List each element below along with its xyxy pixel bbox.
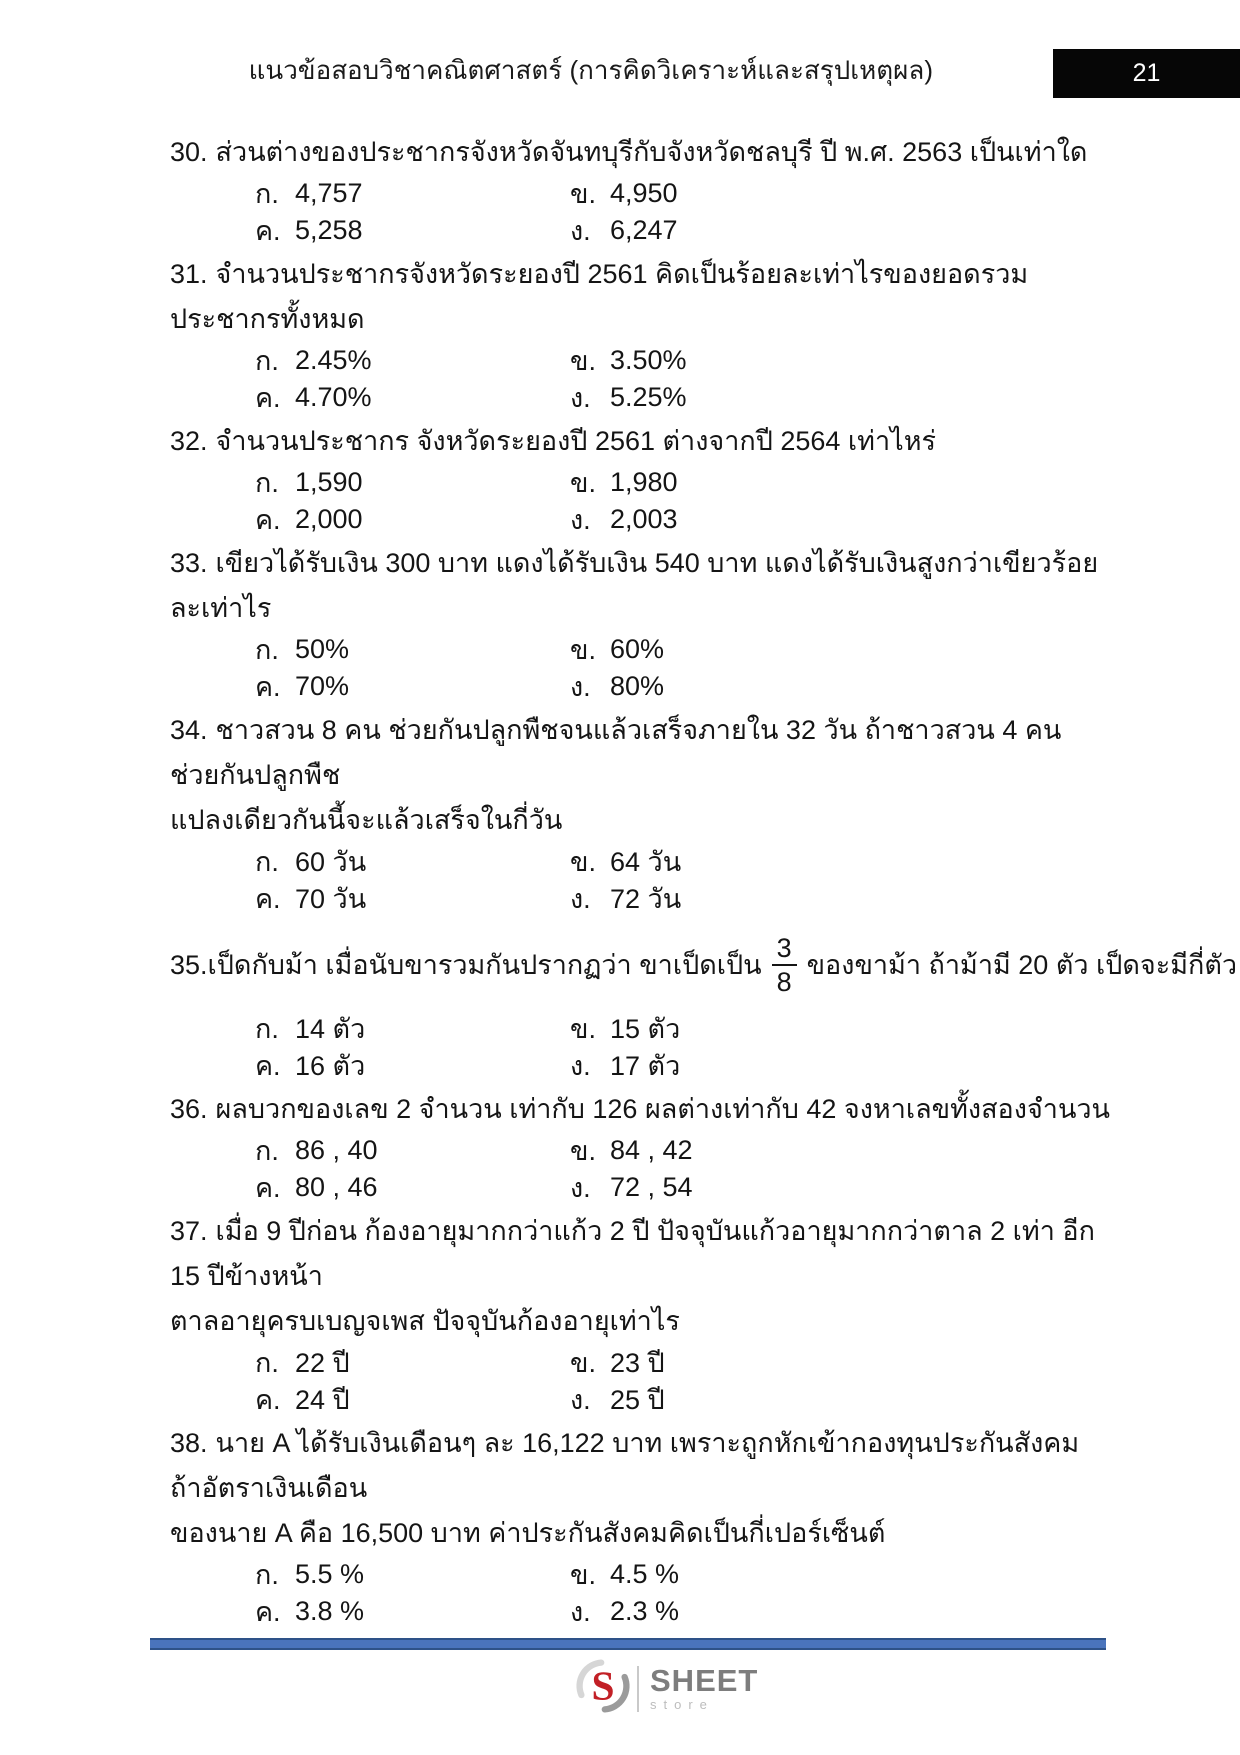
question-text	[170, 920, 1238, 1010]
choice-d	[570, 1378, 665, 1421]
choice-row	[170, 342, 1118, 379]
choice-value: 4.70%	[295, 382, 372, 412]
page-number: 21	[1132, 59, 1161, 87]
choice-value: 22 ปี	[295, 1348, 350, 1378]
sheet-store-s-icon	[576, 1659, 630, 1718]
question-35	[170, 920, 1238, 1084]
choice-value: 16 ตัว	[295, 1051, 366, 1081]
choice-value: 4,950	[610, 178, 678, 208]
choice-row	[170, 1381, 1118, 1418]
choice-label: ก.	[255, 1348, 279, 1378]
choice-label: ก.	[255, 468, 279, 498]
choice-row	[170, 464, 1118, 501]
choice-value: 1,590	[295, 467, 363, 497]
question-38	[170, 1421, 1118, 1630]
choice-value: 64 วัน	[610, 847, 682, 877]
choice-c	[255, 376, 570, 419]
choice-label: ข.	[570, 1348, 596, 1378]
question-text-after-fraction: ของขาม้า ถ้าม้ามี 20 ตัว เป็ดจะมีกี่ตัว	[806, 950, 1238, 980]
choice-value: 24 ปี	[295, 1385, 350, 1415]
choice-value: 70 วัน	[295, 884, 367, 914]
document-header-title: แนวข้อสอบวิชาคณิตศาสตร์ (การคิดวิเคราะห์และสรุปเหตุผล)	[248, 55, 933, 85]
choice-c	[255, 1166, 570, 1209]
choice-row	[170, 501, 1118, 538]
choice-row	[170, 175, 1118, 212]
choice-value: 4,757	[295, 178, 363, 208]
choice-row	[170, 1010, 1118, 1047]
choice-label: ง.	[570, 1051, 591, 1081]
question-number: 32.	[170, 426, 208, 456]
choice-row	[170, 631, 1118, 668]
question-number: 34.	[170, 715, 208, 745]
question-text	[170, 419, 1118, 464]
choice-value: 60%	[610, 634, 665, 664]
choice-c	[255, 1590, 570, 1633]
choice-value: 1,980	[610, 467, 678, 497]
choice-c	[255, 877, 570, 920]
choice-value: 60 วัน	[295, 847, 367, 877]
choice-d	[570, 498, 678, 541]
question-text-continued: แปลงเดียวกันนี้จะแล้วเสร็จในกี่วัน	[170, 805, 563, 835]
choice-label: ง.	[570, 1173, 591, 1203]
question-text-line: ส่วนต่างของประชากรจังหวัดจันทบุรีกับจังหวัดชลบุรี ปี พ.ศ. 2563 เป็นเท่าใด	[215, 137, 1088, 167]
choice-row	[170, 880, 1118, 917]
question-text	[170, 130, 1118, 175]
question-number: 33.	[170, 548, 208, 578]
question-text-before-fraction: เป็ดกับม้า เมื่อนับขารวมกันปรากฏว่า ขาเป็ดเป็น	[207, 950, 762, 980]
question-33	[170, 541, 1118, 705]
choice-label: ค.	[255, 1597, 281, 1627]
question-number: 35.	[170, 950, 208, 980]
choice-label: ง.	[570, 1385, 591, 1415]
question-number: 37.	[170, 1216, 208, 1246]
question-36	[170, 1087, 1118, 1206]
logo-text	[650, 1662, 759, 1712]
choice-row	[170, 668, 1118, 705]
choice-value: 3.8 %	[295, 1596, 365, 1626]
choice-d	[570, 209, 678, 252]
choice-value: 70%	[295, 671, 350, 701]
logo-divider	[637, 1666, 639, 1712]
page-number-badge	[1053, 49, 1240, 98]
choice-d	[570, 376, 687, 419]
choice-label: ค.	[255, 884, 281, 914]
choice-d	[570, 665, 664, 708]
choice-d	[570, 1044, 680, 1087]
choice-row	[170, 1132, 1118, 1169]
question-text-line: นาย A ได้รับเงินเดือนๆ ละ 16,122 บาท เพราะถูกหักเข้ากองทุนประกันสังคม ถ้าอัตราเงินเดือน	[170, 1428, 1080, 1503]
question-text	[170, 1087, 1118, 1132]
choice-row	[170, 1047, 1118, 1084]
choice-row	[170, 379, 1118, 416]
choice-value: 25 ปี	[610, 1385, 665, 1415]
choice-label: ง.	[570, 383, 591, 413]
question-number: 31.	[170, 259, 208, 289]
fraction-three-eighths	[772, 933, 797, 997]
question-text	[170, 252, 1118, 342]
choice-label: ค.	[255, 1385, 281, 1415]
choice-d	[570, 877, 681, 920]
choice-c	[255, 498, 570, 541]
choice-d	[570, 1166, 693, 1209]
question-34	[170, 708, 1118, 917]
choice-value: 3.50%	[610, 345, 687, 375]
choice-label: ข.	[570, 635, 596, 665]
choice-label: ข.	[570, 1560, 596, 1590]
question-text-line: ผลบวกของเลข 2 จำนวน เท่ากับ 126 ผลต่างเท่ากับ 42 จงหาเลขทั้งสองจำนวน	[215, 1094, 1111, 1124]
choice-value: 84 , 42	[610, 1135, 693, 1165]
choice-value: 14 ตัว	[295, 1014, 366, 1044]
choice-label: ค.	[255, 505, 281, 535]
choice-label: ก.	[255, 346, 279, 376]
choice-label: ข.	[570, 1014, 596, 1044]
choice-label: ข.	[570, 1136, 596, 1166]
choice-row	[170, 1344, 1118, 1381]
choice-c	[255, 1044, 570, 1087]
choice-label: ง.	[570, 884, 591, 914]
questions-list	[170, 130, 1238, 1633]
choice-label: ก.	[255, 1136, 279, 1166]
question-number: 38.	[170, 1428, 208, 1458]
fraction-numerator: 3	[772, 933, 797, 966]
choice-c	[255, 1378, 570, 1421]
choice-row	[170, 843, 1118, 880]
question-text-line: เขียวได้รับเงิน 300 บาท แดงได้รับเงิน 540 บาท แดงได้รับเงินสูงกว่าเขียวร้อยละเท่าไร	[170, 548, 1099, 623]
choice-label: ง.	[570, 1597, 591, 1627]
question-31	[170, 252, 1118, 416]
footer-divider-bar	[150, 1638, 1106, 1650]
choice-value: 4.5 %	[610, 1559, 680, 1589]
choice-label: ข.	[570, 179, 596, 209]
question-text	[170, 541, 1118, 631]
choice-row	[170, 212, 1118, 249]
question-text-continued: ตาลอายุครบเบญจเพส ปัจจุบันก้องอายุเท่าไร	[170, 1306, 680, 1336]
choice-value: 72 , 54	[610, 1172, 693, 1202]
question-text-line: จำนวนประชากร จังหวัดระยองปี 2561 ต่างจากปี 2564 เท่าไหร่	[215, 426, 936, 456]
choice-label: ค.	[255, 383, 281, 413]
choice-value: 80 , 46	[295, 1172, 378, 1202]
sheet-store-logo	[576, 1659, 758, 1718]
svg-text:S: S	[591, 1662, 615, 1709]
choice-value: 17 ตัว	[610, 1051, 681, 1081]
choice-value: 23 ปี	[610, 1348, 665, 1378]
choice-value: 2,000	[295, 504, 363, 534]
question-number: 36.	[170, 1094, 208, 1124]
choice-label: ก.	[255, 1560, 279, 1590]
choice-value: 5,258	[295, 215, 363, 245]
question-32	[170, 419, 1118, 538]
question-text-continued: ของนาย A คือ 16,500 บาท ค่าประกันสังคมคิดเป็นกี่เปอร์เซ็นต์	[170, 1518, 886, 1548]
choice-label: ง.	[570, 505, 591, 535]
choice-label: ง.	[570, 216, 591, 246]
choice-value: 72 วัน	[610, 884, 682, 914]
choice-value: 50%	[295, 634, 350, 664]
choice-label: ค.	[255, 1173, 281, 1203]
choice-c	[255, 665, 570, 708]
choice-value: 15 ตัว	[610, 1014, 681, 1044]
choice-row	[170, 1556, 1118, 1593]
choice-label: ก.	[255, 635, 279, 665]
question-30	[170, 130, 1118, 249]
fraction-denominator: 8	[776, 967, 792, 997]
choice-label: ข.	[570, 847, 596, 877]
question-text	[170, 1209, 1118, 1299]
choice-value: 6,247	[610, 215, 678, 245]
choice-label: ค.	[255, 1051, 281, 1081]
choice-row	[170, 1593, 1118, 1630]
choice-value: 2.45%	[295, 345, 372, 375]
choice-value: 80%	[610, 671, 665, 701]
choice-value: 2,003	[610, 504, 678, 534]
question-37	[170, 1209, 1118, 1418]
question-number: 30.	[170, 137, 208, 167]
logo-brand-subtitle: store	[650, 1696, 714, 1712]
choice-value: 86 , 40	[295, 1135, 378, 1165]
question-text	[170, 1421, 1118, 1511]
choice-label: ก.	[255, 1014, 279, 1044]
choice-row	[170, 1169, 1118, 1206]
choice-d	[570, 1590, 679, 1633]
choice-label: ง.	[570, 672, 591, 702]
question-text-line: ชาวสวน 8 คน ช่วยกันปลูกพืชจนแล้วเสร็จภายใน 32 วัน ถ้าชาวสวน 4 คน ช่วยกันปลูกพืช	[170, 715, 1062, 790]
question-text	[170, 708, 1118, 798]
choice-value: 5.5 %	[295, 1559, 365, 1589]
question-text-line: จำนวนประชากรจังหวัดระยองปี 2561 คิดเป็นร้อยละเท่าไรของยอดรวมประชากรทั้งหมด	[170, 259, 1029, 334]
choice-value: 5.25%	[610, 382, 687, 412]
choice-label: ค.	[255, 216, 281, 246]
choice-label: ค.	[255, 672, 281, 702]
question-text-line: เมื่อ 9 ปีก่อน ก้องอายุมากกว่าแก้ว 2 ปี ปัจจุบันแก้วอายุมากกว่าตาล 2 เท่า อีก 15 ปีข้างหน้า	[170, 1216, 1095, 1291]
logo-brand-name: SHEET	[650, 1662, 759, 1698]
choice-c	[255, 209, 570, 252]
choice-label: ก.	[255, 179, 279, 209]
choice-value: 2.3 %	[610, 1596, 680, 1626]
choice-label: ก.	[255, 847, 279, 877]
choice-label: ข.	[570, 346, 596, 376]
choice-label: ข.	[570, 468, 596, 498]
